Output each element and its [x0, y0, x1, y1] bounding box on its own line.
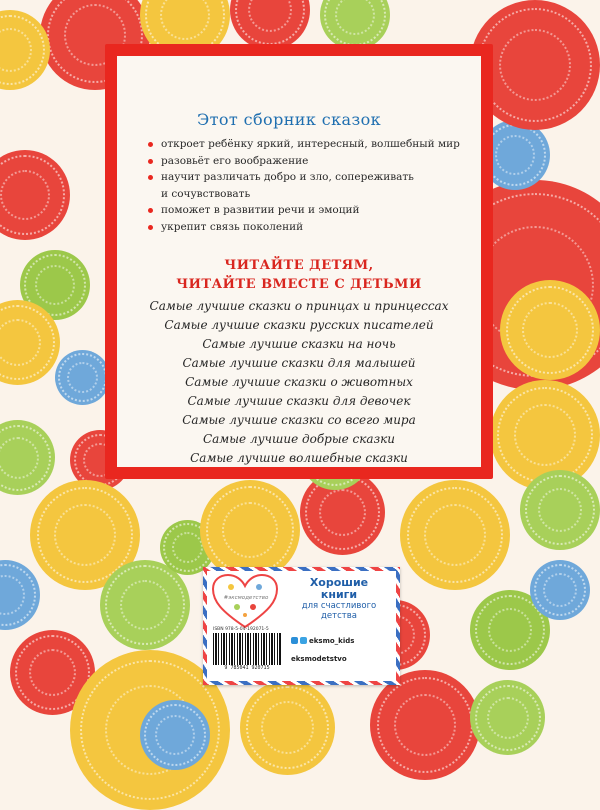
green-circle [470, 680, 545, 755]
red-circle [230, 0, 310, 50]
benefit-item: откроет ребёнку яркий, интересный, волшебный мир [145, 136, 475, 153]
benefit-item: разовьёт его воображение [145, 153, 475, 170]
book-series-list [117, 297, 481, 468]
read-together-line2: ЧИТАЙТЕ ВМЕСТЕ С ДЕТЬМИ [176, 277, 422, 292]
isbn-number: ISBN 978-5-04-192071-5 [213, 627, 269, 632]
book-title: Самые лучшие добрые сказки [202, 432, 396, 446]
book-title: Самые лучшие сказки о принцах и принцессах [149, 299, 449, 313]
slogan-line: книги [320, 588, 358, 601]
publisher-sticker [203, 567, 400, 685]
yellow-circle [240, 680, 335, 775]
benefit-item: поможет в развитии речи и эмоций [145, 202, 475, 219]
blue-circle [530, 560, 590, 620]
hashtag-label: #эксмодетство [223, 595, 269, 601]
red-circle [0, 150, 70, 240]
blue-circle [55, 350, 110, 405]
blue-circle [140, 700, 210, 770]
book-title: Самые лучшие сказки о животных [185, 375, 413, 389]
book-title: Самые лучшие сказки русских писателей [164, 318, 434, 332]
green-circle [0, 420, 55, 495]
benefit-item: укрепит связь поколений [145, 219, 475, 236]
benefit-item-continuation: и сочувствовать [161, 187, 251, 200]
collection-heading: Этот сборник сказок [197, 110, 382, 129]
benefits-list [145, 136, 475, 235]
red-circle [370, 670, 480, 780]
social-handle-text: eksmodetstvo [291, 655, 347, 663]
telegram-icon [300, 637, 307, 644]
social-handle-text: eksmo_kids [309, 637, 355, 645]
book-title: Самые лучшие сказки для девочек [187, 394, 411, 408]
green-circle [520, 470, 600, 550]
slogan [287, 577, 391, 621]
yellow-circle [400, 480, 510, 590]
benefit-item [145, 169, 475, 202]
vk-icon [291, 637, 298, 644]
social-handle-detstvo [291, 655, 347, 663]
social-handle-kids [291, 637, 354, 645]
read-together-title [117, 256, 481, 294]
book-title: Самые лучшие сказки для малышей [182, 356, 416, 370]
info-panel-content [117, 56, 481, 467]
slogan-line: для счастливого [301, 601, 377, 611]
yellow-circle [500, 280, 600, 380]
book-title: Самые лучшие волшебные сказки [190, 451, 408, 465]
green-circle [100, 560, 190, 650]
heart-logo-icon [211, 573, 279, 629]
barcode-number: 9 785041 920715 [213, 665, 281, 671]
green-circle [320, 0, 390, 50]
yellow-circle [200, 480, 300, 580]
slogan-line: Хорошие [309, 576, 369, 589]
book-title: Самые лучшие сказки на ночь [202, 337, 396, 351]
slogan-line: детства [321, 611, 357, 621]
read-together-line1: ЧИТАЙТЕ ДЕТЯМ, [224, 258, 374, 273]
benefit-item-text: научит различать добро и зло, сопереживать [161, 171, 414, 183]
blue-circle [0, 560, 40, 630]
barcode [213, 633, 281, 665]
book-title: Самые лучшие сказки со всего мира [182, 413, 416, 427]
info-panel [105, 44, 493, 479]
